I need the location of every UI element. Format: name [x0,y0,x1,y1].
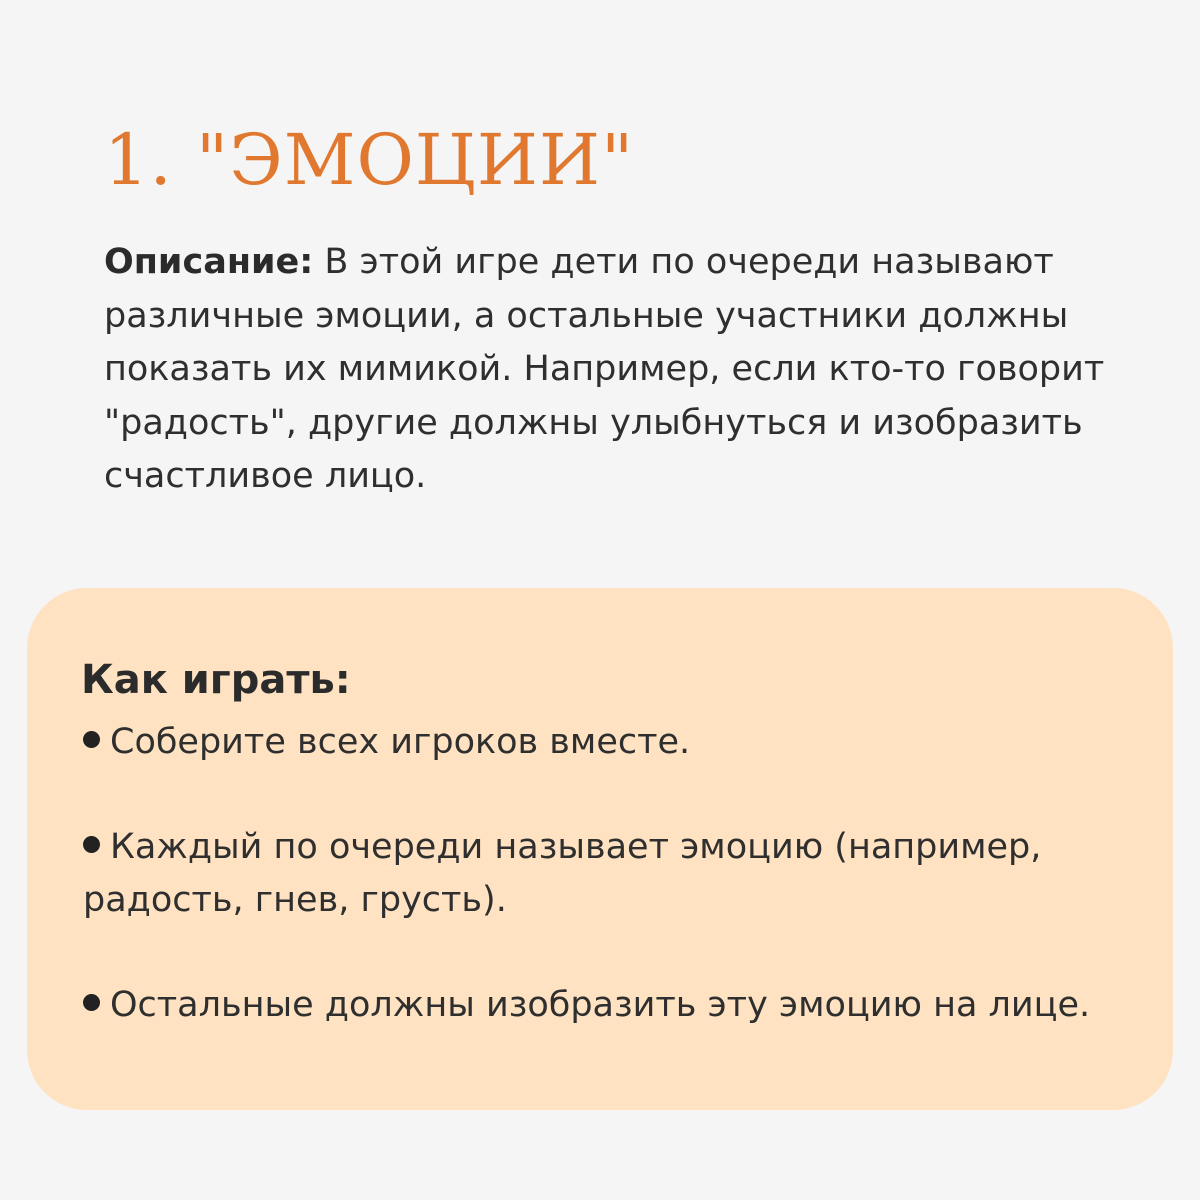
step-item [83,979,1163,1032]
bullet-icon [83,994,100,1011]
description-text: В этой игре дети по очереди называют различные эмоции, а остальные участники должны показать их мимикой. Например, если кто-то говорит "радость", другие должны улыбнуться и изобразить счастливое лицо. [104,242,1105,496]
steps-list [83,716,1163,1084]
step-item [83,716,1163,769]
page-title: 1. "ЭМОЦИИ" [104,119,635,201]
step-text: Остальные должны изобразить эту эмоцию на лице. [110,985,1091,1025]
bullet-icon [83,836,100,853]
step-text: Каждый по очереди называет эмоцию (например, радость, гнев, грусть). [83,827,1042,920]
bullet-icon [83,731,100,748]
how-to-play-heading: Как играть: [81,657,351,703]
how-to-play-card [27,588,1173,1110]
step-item [83,821,1163,927]
step-text: Соберите всех игроков вместе. [110,722,691,762]
description [104,236,1144,504]
description-label: Описание: [104,242,314,282]
